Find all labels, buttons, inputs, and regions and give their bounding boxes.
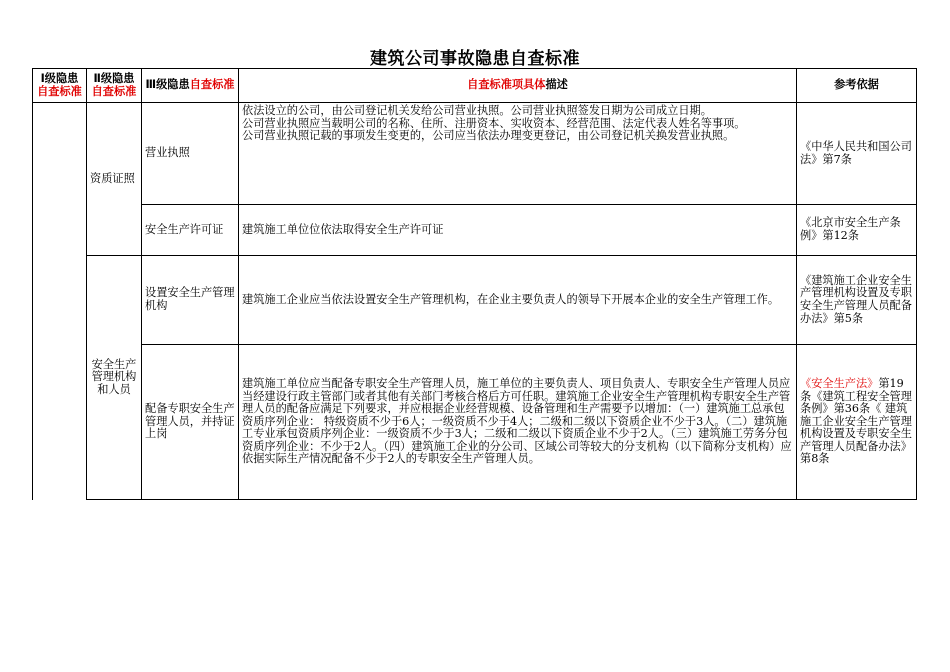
level3-cell[interactable]: 营业执照 bbox=[142, 103, 239, 205]
description-cell[interactable]: 依法设立的公司，由公司登记机关发给公司营业执照。公司营业执照签发日期为公司成立日期。 公司营业执照应当载明公司的名称、住所、注册资本、实收资本、经营范围、法定代表人姓名等事项。 公司营业执照记载的事项发生变更的，公司应当依法办理变更登记，由公司登记机关换发营业执照。 bbox=[239, 103, 797, 205]
header-level1[interactable]: Ⅰ级隐患自查标准 bbox=[33, 69, 87, 103]
description-cell[interactable]: 建筑施工单位应当配备专职安全生产管理人员，施工单位的主要负责人、项目负责人、专职安全生产管理人员应当经建设行政主管部门或者其他有关部门考核合格后方可任职。建筑施工企业安全生产管理机构专职安全生产管理人员的配备应满足下列要求，并应根据企业经营规模、设备管理和生产需要予以增加：（一）建筑施工总承包资质序列企业： 特级资质不少于6人；一级资质不少于4人；二级和二级以下资质企业不少于3人。（二）建筑施工专业承包资质序列企业：一级资质不少于3人；二级和二级以下资质企业不少于2人。（三）建筑施工劳务分包资质序列企业：不少于2人。（四）建筑施工企业的分公司、区域公司等较大的分支机构（以下简称分支机构）应依据实际生产情况配备不少于2人的专职安全生产管理人员。 bbox=[239, 345, 797, 500]
header-level3[interactable]: Ⅲ级隐患自查标准 bbox=[142, 69, 239, 103]
header-description[interactable]: 自查标准项具体描述 bbox=[239, 69, 797, 103]
header-reference[interactable]: 参考依据 bbox=[797, 69, 917, 103]
reference-cell[interactable]: 《建筑施工企业安全生产管理机构设置及专职安全生产管理人员配备办法》第5条 bbox=[797, 256, 917, 345]
reference-cell[interactable]: 《北京市安全生产条例》第12条 bbox=[797, 205, 917, 256]
description-cell[interactable]: 建筑施工企业应当依法设置安全生产管理机构，在企业主要负责人的领导下开展本企业的安全生产管理工作。 bbox=[239, 256, 797, 345]
header-level2[interactable]: Ⅱ级隐患 自查标准 bbox=[87, 69, 142, 103]
level1-cell[interactable] bbox=[33, 103, 87, 500]
reference-cell[interactable]: 《中华人民共和国公司法》第7条 bbox=[797, 103, 917, 205]
level3-cell[interactable]: 安全生产许可证 bbox=[142, 205, 239, 256]
table-row bbox=[33, 103, 917, 205]
table-row bbox=[33, 345, 917, 500]
level3-cell[interactable]: 设置安全生产管理机构 bbox=[142, 256, 239, 345]
hazard-checklist-table bbox=[32, 68, 917, 500]
level3-cell[interactable]: 配备专职安全生产管理人员，并持证上岗 bbox=[142, 345, 239, 500]
level2-cell-qualification[interactable]: 资质证照 bbox=[87, 103, 142, 256]
sheet-title: 建筑公司事故隐患自查标准 bbox=[370, 49, 580, 69]
level2-cell-safety-org[interactable]: 安全生产管理机构和人员 bbox=[87, 256, 142, 500]
reference-text: 第19条《建筑工程安全管理条例》第36条《 建筑施工企业安全生产管理机构设置及专职安全生产管理人员配备办法》第8条 bbox=[800, 376, 912, 466]
table-row bbox=[33, 256, 917, 345]
reference-cell[interactable] bbox=[797, 345, 917, 500]
table-row bbox=[33, 205, 917, 256]
description-cell[interactable]: 建筑施工单位位依法取得安全生产许可证 bbox=[239, 205, 797, 256]
header-row bbox=[33, 69, 917, 103]
reference-red-text: 《安全生产法》 bbox=[800, 376, 879, 390]
